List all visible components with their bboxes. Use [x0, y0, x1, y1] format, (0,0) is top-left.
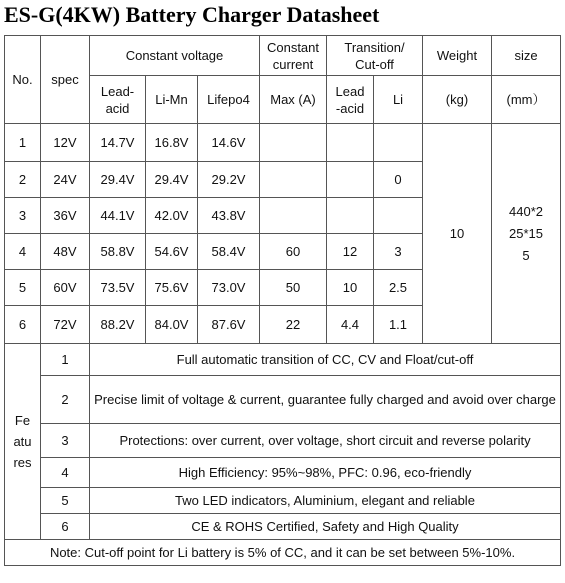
row-li-mn-voltage: 84.0V [146, 306, 198, 344]
size-value-line1: 440*2 [509, 203, 543, 219]
header-transition-li: Li [374, 76, 423, 124]
feature-no: 2 [41, 376, 90, 424]
row-transition-li [374, 198, 423, 234]
feature-text: Full automatic transition of CC, CV and Float/cut-off [90, 344, 561, 376]
row-lead-acid-voltage: 73.5V [90, 270, 146, 306]
feature-no: 4 [41, 458, 90, 488]
row-no: 1 [5, 124, 41, 162]
row-no: 3 [5, 198, 41, 234]
row-lifepo4-voltage: 87.6V [198, 306, 260, 344]
row-max-current: 50 [260, 270, 327, 306]
row-transition-lead [327, 124, 374, 162]
header-constant-voltage: Constant voltage [90, 36, 260, 76]
size-value-line2: 25*15 [509, 225, 543, 241]
header-transition-line1: Transition/ [344, 39, 405, 55]
size-value [492, 124, 561, 344]
header-lifepo4: Lifepo4 [198, 76, 260, 124]
row-transition-li [374, 124, 423, 162]
feature-row [5, 514, 561, 540]
header-row-top [5, 36, 561, 76]
header-lead-acid-line2: acid [105, 100, 130, 116]
row-lifepo4-voltage: 29.2V [198, 162, 260, 198]
features-label-line1: Fe [14, 413, 31, 428]
feature-text: Two LED indicators, Aluminium, elegant and reliable [90, 488, 561, 514]
weight-value: 10 [423, 124, 492, 344]
row-spec: 48V [41, 234, 90, 270]
row-lead-acid-voltage: 29.4V [90, 162, 146, 198]
row-transition-li: 1.1 [374, 306, 423, 344]
row-lead-acid-voltage: 58.8V [90, 234, 146, 270]
header-li-mn: Li-Mn [146, 76, 198, 124]
row-li-mn-voltage: 42.0V [146, 198, 198, 234]
header-no: No. [5, 36, 41, 124]
row-li-mn-voltage: 16.8V [146, 124, 198, 162]
page-title: ES-G(4KW) Battery Charger Datasheet [4, 2, 380, 27]
feature-row [5, 424, 561, 458]
row-no: 2 [5, 162, 41, 198]
features-label-line3: res [13, 455, 32, 470]
header-transition-lead-acid [327, 76, 374, 124]
row-lead-acid-voltage: 44.1V [90, 198, 146, 234]
row-transition-li: 2.5 [374, 270, 423, 306]
feature-text: High Efficiency: 95%~98%, PFC: 0.96, eco-friendly [90, 458, 561, 488]
header-tr-lead-line2: -acid [335, 100, 365, 116]
feature-row [5, 344, 561, 376]
row-li-mn-voltage: 29.4V [146, 162, 198, 198]
header-lead-acid [90, 76, 146, 124]
row-max-current: 22 [260, 306, 327, 344]
row-no: 5 [5, 270, 41, 306]
size-value-line3: 5 [522, 247, 530, 263]
feature-text: Precise limit of voltage & current, guarantee fully charged and avoid over charge [90, 376, 561, 424]
feature-text: Protections: over current, over voltage, short circuit and reverse polarity [90, 424, 561, 458]
row-max-current [260, 124, 327, 162]
row-lead-acid-voltage: 88.2V [90, 306, 146, 344]
row-max-current [260, 198, 327, 234]
table-row [5, 124, 561, 162]
header-constant-current [260, 36, 327, 76]
row-max-current [260, 162, 327, 198]
row-spec: 36V [41, 198, 90, 234]
row-transition-li: 0 [374, 162, 423, 198]
feature-no: 6 [41, 514, 90, 540]
feature-row [5, 488, 561, 514]
header-lead-acid-line1: Lead- [100, 83, 135, 99]
header-constant-current-line1: Constant [266, 39, 320, 55]
row-transition-li: 3 [374, 234, 423, 270]
footnote: Note: Cut-off point for Li battery is 5% of CC, and it can be set between 5%-10%. [5, 540, 561, 566]
feature-row [5, 458, 561, 488]
header-transition [327, 36, 423, 76]
datasheet-table [4, 35, 561, 566]
note-row [5, 540, 561, 566]
feature-no: 1 [41, 344, 90, 376]
row-li-mn-voltage: 75.6V [146, 270, 198, 306]
header-spec: spec [41, 36, 90, 124]
row-lifepo4-voltage: 58.4V [198, 234, 260, 270]
row-transition-lead [327, 162, 374, 198]
feature-no: 5 [41, 488, 90, 514]
row-lead-acid-voltage: 14.7V [90, 124, 146, 162]
row-li-mn-voltage: 54.6V [146, 234, 198, 270]
header-size-unit: (mm） [492, 76, 561, 124]
row-transition-lead: 10 [327, 270, 374, 306]
row-lifepo4-voltage: 14.6V [198, 124, 260, 162]
features-label-line2: atu [13, 434, 32, 449]
features-label [5, 344, 41, 540]
feature-no: 3 [41, 424, 90, 458]
row-transition-lead: 4.4 [327, 306, 374, 344]
row-no: 4 [5, 234, 41, 270]
row-no: 6 [5, 306, 41, 344]
row-transition-lead: 12 [327, 234, 374, 270]
row-spec: 60V [41, 270, 90, 306]
feature-row [5, 376, 561, 424]
header-weight-unit: (kg) [423, 76, 492, 124]
header-size: size [492, 36, 561, 76]
header-transition-line2: Cut-off [355, 56, 394, 72]
header-weight: Weight [423, 36, 492, 76]
row-spec: 12V [41, 124, 90, 162]
row-lifepo4-voltage: 73.0V [198, 270, 260, 306]
row-lifepo4-voltage: 43.8V [198, 198, 260, 234]
row-spec: 24V [41, 162, 90, 198]
row-transition-lead [327, 198, 374, 234]
header-constant-current-line2: current [272, 56, 314, 72]
row-spec: 72V [41, 306, 90, 344]
header-max-a: Max (A) [260, 76, 327, 124]
row-max-current: 60 [260, 234, 327, 270]
feature-text: CE & ROHS Certified, Safety and High Quality [90, 514, 561, 540]
header-tr-lead-line1: Lead [335, 83, 365, 99]
